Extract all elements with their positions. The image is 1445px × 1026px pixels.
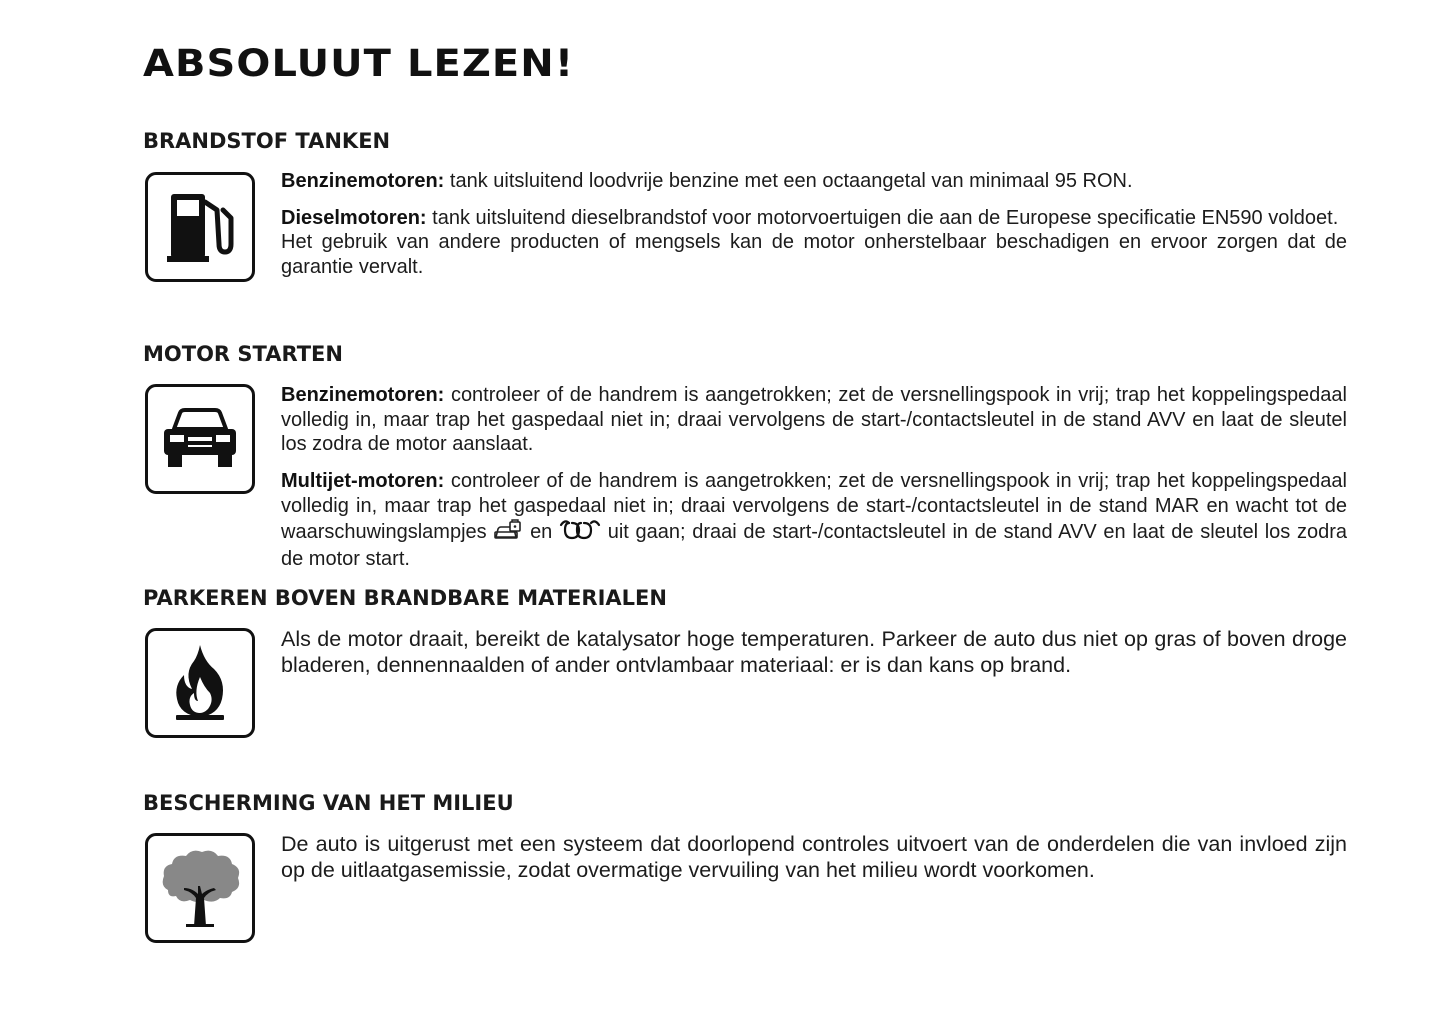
immobilizer-warning-icon — [493, 519, 523, 548]
fuel-text — [281, 169, 1347, 280]
parking-icon-box — [145, 628, 255, 738]
start-icon-box — [145, 384, 255, 494]
start-multijet-text-2: en — [530, 520, 553, 543]
section-heading-environment: BESCHERMING VAN HET MILIEU — [143, 791, 514, 815]
fuel-petrol-text: tank uitsluitend loodvrije benzine met een octaangetal van minimaal 95 RON. — [449, 170, 1133, 192]
fuel-warning-paragraph: Het gebruik van andere producten of mengsels kan de motor onherstelbaar beschadigen en ervoor zorgen dat de garantie vervalt. — [281, 231, 1347, 279]
page-title: ABSOLUUT LEZEN! — [143, 42, 575, 85]
start-petrol-text: controleer of de handrem is aangetrokken; zet de versnellingspook in vrij; trap het koppelingspedaal volledig in, maar trap het gaspedaal niet in; draai vervolgens de start-/contactsleutel in de stand AVV en laat de sleutel los zodra de motor aanslaat. — [281, 384, 1347, 456]
fuel-icon-box — [145, 172, 255, 282]
glow-plug-icon — [559, 519, 601, 548]
fuel-pump-icon — [163, 188, 237, 266]
environment-paragraph: De auto is uitgerust met een systeem dat doorlopend controles uitvoert van de onderdelen die van invloed zijn op de uitlaatgasemissie, zodat overmatige vervuiling van het milieu wordt voorkomen. — [281, 832, 1347, 882]
environment-icon-box — [145, 833, 255, 943]
section-heading-start: MOTOR STARTEN — [143, 342, 343, 366]
fuel-diesel-text: tank uitsluitend dieselbrandstof voor motorvoertuigen die aan de Europese specificatie EN590 voldoet. — [432, 206, 1339, 229]
start-multijet-text-3: uit gaan; draai de start-/contactsleutel in de stand AVV en laat de sleutel los zodra de motor start. — [281, 520, 1348, 571]
start-text — [281, 383, 1347, 572]
fire-icon — [170, 643, 230, 723]
fuel-petrol-paragraph — [281, 169, 1347, 194]
fuel-diesel-paragraph — [281, 206, 1347, 231]
tree-icon — [158, 846, 242, 930]
start-petrol-paragraph — [281, 383, 1347, 457]
start-multijet-label: Multijet-motoren: — [281, 470, 445, 493]
car-front-icon — [160, 407, 240, 471]
environment-text — [281, 831, 1347, 883]
section-heading-parking: PARKEREN BOVEN BRANDBARE MATERIALEN — [143, 586, 667, 610]
fuel-diesel-label: Dieselmotoren: — [281, 206, 427, 229]
start-multijet-paragraph — [281, 469, 1347, 572]
parking-paragraph: Als de motor draait, bereikt de katalysator hoge temperaturen. Parkeer de auto dus niet op gras of boven droge bladeren, dennennaalden of ander ontvlambaar materiaal: er is dan kans op brand. — [281, 627, 1347, 677]
start-petrol-label: Benzinemotoren: — [281, 384, 445, 406]
section-heading-fuel: BRANDSTOF TANKEN — [143, 129, 391, 153]
parking-text — [281, 626, 1347, 678]
fuel-petrol-label: Benzinemotoren: — [281, 170, 445, 192]
start-multijet-text-1: controleer of de handrem is aangetrokken; zet de versnellingspook in vrij; trap het koppelingspedaal volledig in, maar trap het gaspedaal niet in; draai vervolgens de start-/contactsleutel in de stand MAR en wacht tot de waarschuwingslampjes — [281, 470, 1347, 543]
